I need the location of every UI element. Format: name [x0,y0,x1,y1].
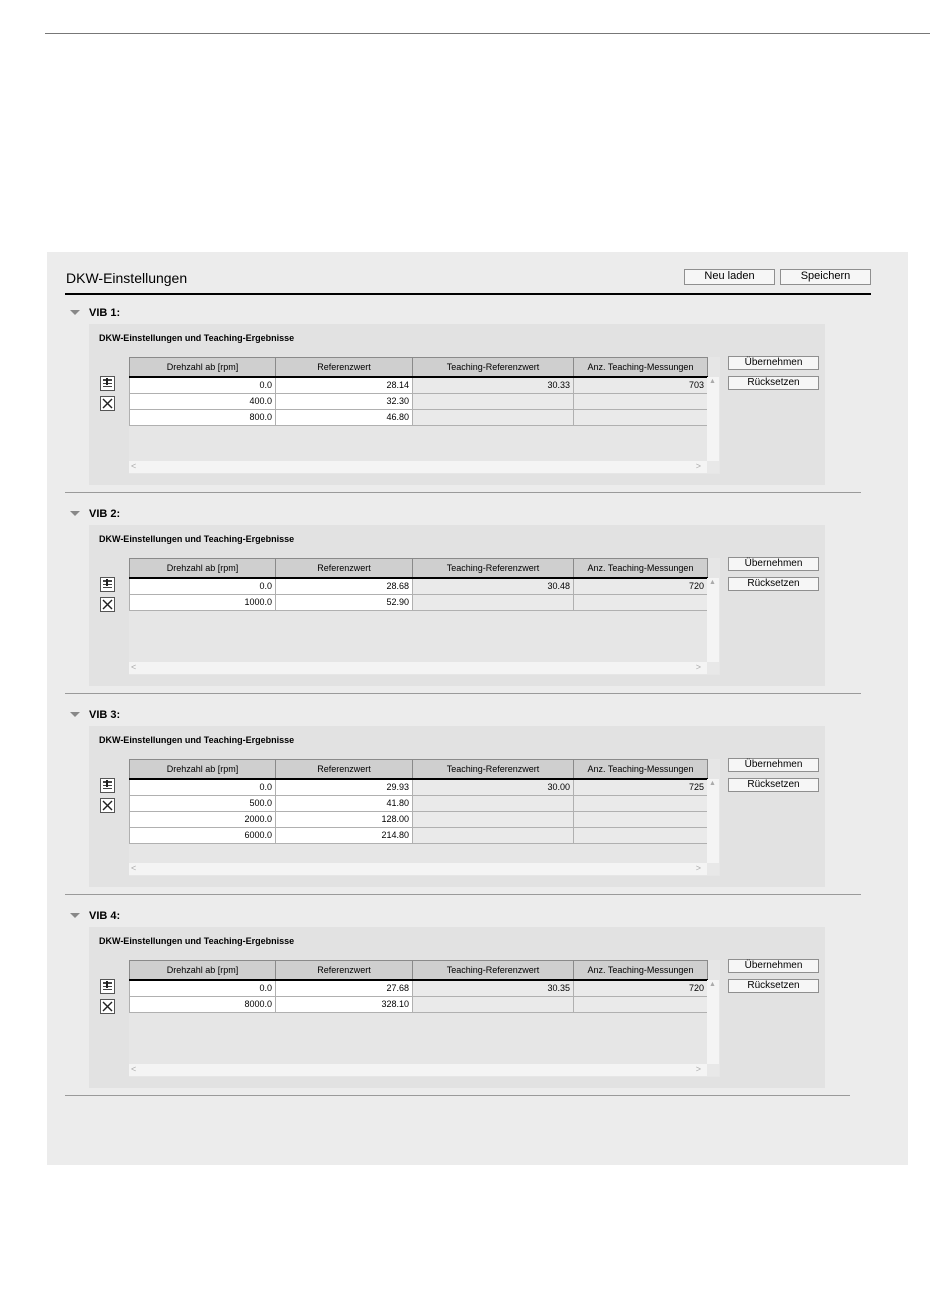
group-title: DKW-Einstellungen und Teaching-Ergebnisse [99,936,295,946]
add-row-icon[interactable] [100,577,115,592]
column-header[interactable]: Anz. Teaching-Messungen [574,961,708,981]
column-header[interactable]: Referenzwert [276,358,413,378]
table-cell[interactable]: 1000.0 [130,594,276,610]
column-header[interactable]: Teaching-Referenzwert [413,961,574,981]
table-row[interactable] [130,980,708,996]
table-cell [413,996,574,1012]
settings-table-container [129,357,720,474]
table-row[interactable] [130,811,708,827]
table-cell [574,594,708,610]
table-cell[interactable]: 0.0 [130,377,276,393]
delete-row-icon[interactable] [100,798,115,813]
table-cell[interactable]: 500.0 [130,795,276,811]
add-row-icon[interactable] [100,979,115,994]
collapse-triangle-icon[interactable] [70,712,80,717]
table-cell[interactable]: 28.68 [276,578,413,594]
vertical-scrollbar[interactable] [707,578,719,674]
vertical-scrollbar[interactable] [707,980,719,1076]
column-header[interactable]: Drehzahl ab [rpm] [130,961,276,981]
table-cell[interactable]: 46.80 [276,409,413,425]
top-divider [45,33,930,34]
section-label: VIB 4: [89,910,121,922]
group-title: DKW-Einstellungen und Teaching-Ergebnisse [99,735,295,745]
table-cell[interactable]: 328.10 [276,996,413,1012]
title-divider [65,293,871,295]
column-header[interactable]: Anz. Teaching-Messungen [574,559,708,579]
settings-group [89,324,825,485]
apply-button[interactable]: Übernehmen [728,959,819,973]
table-cell[interactable]: 27.68 [276,980,413,996]
reset-button[interactable]: Rücksetzen [728,778,819,792]
table-header-row [130,760,708,780]
delete-row-icon[interactable] [100,999,115,1014]
table-cell[interactable]: 0.0 [130,578,276,594]
settings-group [89,525,825,686]
table-row[interactable] [130,779,708,795]
column-header[interactable]: Anz. Teaching-Messungen [574,760,708,780]
table-row[interactable] [130,578,708,594]
table-cell[interactable]: 8000.0 [130,996,276,1012]
apply-button[interactable]: Übernehmen [728,356,819,370]
table-cell[interactable]: 41.80 [276,795,413,811]
table-cell [413,811,574,827]
settings-table-container [129,558,720,675]
section-divider [65,693,861,694]
settings-table [129,759,708,844]
table-cell[interactable]: 128.00 [276,811,413,827]
reload-button[interactable]: Neu laden [684,269,775,285]
table-cell[interactable]: 400.0 [130,393,276,409]
section-label: VIB 2: [89,508,121,520]
scroll-left-icon[interactable]: < [131,662,137,672]
reset-button[interactable]: Rücksetzen [728,577,819,591]
table-cell[interactable]: 2000.0 [130,811,276,827]
table-row[interactable] [130,594,708,610]
column-header[interactable]: Drehzahl ab [rpm] [130,559,276,579]
settings-table [129,960,708,1013]
table-cell [574,827,708,843]
column-header[interactable]: Teaching-Referenzwert [413,358,574,378]
table-header-row [130,358,708,378]
table-cell [574,811,708,827]
table-cell[interactable]: 28.14 [276,377,413,393]
settings-table [129,357,708,426]
delete-row-icon[interactable] [100,597,115,612]
vertical-scrollbar[interactable] [707,779,719,875]
table-cell: 30.00 [413,779,574,795]
table-row[interactable] [130,377,708,393]
table-row[interactable] [130,996,708,1012]
table-cell[interactable]: 6000.0 [130,827,276,843]
settings-table-container [129,759,720,876]
column-header[interactable]: Referenzwert [276,760,413,780]
scroll-left-icon[interactable]: < [131,461,137,471]
table-cell[interactable]: 52.90 [276,594,413,610]
scroll-corner [707,863,719,875]
table-cell: 725 [574,779,708,795]
settings-group [89,726,825,887]
reset-button[interactable]: Rücksetzen [728,979,819,993]
table-cell[interactable]: 32.30 [276,393,413,409]
add-row-icon[interactable] [100,778,115,793]
reset-button[interactable]: Rücksetzen [728,376,819,390]
column-header[interactable]: Drehzahl ab [rpm] [130,358,276,378]
group-title: DKW-Einstellungen und Teaching-Ergebnisse [99,534,295,544]
scroll-right-icon[interactable]: > [695,1064,701,1074]
dkw-settings-panel [47,252,908,1165]
scroll-up-icon[interactable]: ▲ [709,378,716,385]
scroll-right-icon[interactable]: > [695,662,701,672]
group-title: DKW-Einstellungen und Teaching-Ergebnisse [99,333,295,343]
section-label: VIB 3: [89,709,121,721]
settings-group [89,927,825,1088]
table-cell [413,393,574,409]
table-row[interactable] [130,827,708,843]
table-cell: 30.35 [413,980,574,996]
column-header[interactable]: Teaching-Referenzwert [413,559,574,579]
table-cell[interactable]: 29.93 [276,779,413,795]
table-cell [413,827,574,843]
scroll-up-icon[interactable]: ▲ [709,780,716,787]
scroll-left-icon[interactable]: < [131,1064,137,1074]
table-cell: 30.48 [413,578,574,594]
scroll-up-icon[interactable]: ▲ [709,981,716,988]
horizontal-scrollbar[interactable] [129,662,707,674]
apply-button[interactable]: Übernehmen [728,557,819,571]
table-row[interactable] [130,795,708,811]
collapse-triangle-icon[interactable] [70,310,80,315]
add-row-icon[interactable] [100,376,115,391]
table-cell [413,594,574,610]
table-cell[interactable]: 214.80 [276,827,413,843]
column-header[interactable]: Drehzahl ab [rpm] [130,760,276,780]
table-cell [574,795,708,811]
table-cell [413,409,574,425]
scroll-right-icon[interactable]: > [695,461,701,471]
table-cell: 30.33 [413,377,574,393]
table-row[interactable] [130,409,708,425]
scroll-up-icon[interactable]: ▲ [709,579,716,586]
table-cell [413,795,574,811]
table-cell [574,409,708,425]
table-cell [574,393,708,409]
vertical-scrollbar[interactable] [707,377,719,473]
column-header[interactable]: Anz. Teaching-Messungen [574,358,708,378]
horizontal-scrollbar[interactable] [129,1064,707,1076]
section-divider [65,894,861,895]
section-label: VIB 1: [89,307,121,319]
table-cell[interactable]: 0.0 [130,779,276,795]
scroll-right-icon[interactable]: > [695,863,701,873]
collapse-triangle-icon[interactable] [70,913,80,918]
page-title: DKW-Einstellungen [66,270,188,286]
column-header[interactable]: Referenzwert [276,961,413,981]
table-row[interactable] [130,393,708,409]
apply-button[interactable]: Übernehmen [728,758,819,772]
table-cell [574,996,708,1012]
table-cell[interactable]: 0.0 [130,980,276,996]
settings-table-container [129,960,720,1077]
table-cell: 720 [574,980,708,996]
scroll-left-icon[interactable]: < [131,863,137,873]
scroll-corner [707,662,719,674]
table-cell[interactable]: 800.0 [130,409,276,425]
column-header[interactable]: Referenzwert [276,559,413,579]
horizontal-scrollbar[interactable] [129,863,707,875]
save-button[interactable]: Speichern [780,269,871,285]
table-cell: 720 [574,578,708,594]
table-header-row [130,559,708,579]
collapse-triangle-icon[interactable] [70,511,80,516]
column-header[interactable]: Teaching-Referenzwert [413,760,574,780]
section-divider [65,492,861,493]
table-cell: 703 [574,377,708,393]
delete-row-icon[interactable] [100,396,115,411]
table-header-row [130,961,708,981]
scroll-corner [707,461,719,473]
section-divider [65,1095,850,1096]
settings-table [129,558,708,611]
scroll-corner [707,1064,719,1076]
horizontal-scrollbar[interactable] [129,461,707,473]
